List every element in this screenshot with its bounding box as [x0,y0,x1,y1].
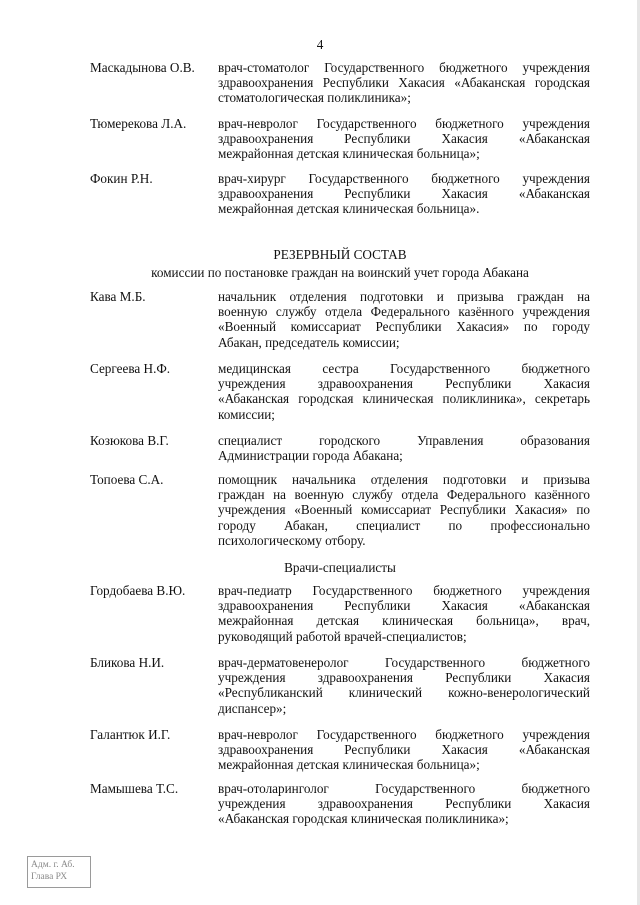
entry-name: Галантюк И.Г. [90,727,171,742]
entry-description [218,433,590,463]
desc-line: врач-дерматовенеролог Государственного бюджетного [218,655,590,670]
desc-line: здравоохранения Республики Хакасия «Абаканская [218,186,590,202]
desc-line: специалист городского Управления образования [218,433,590,448]
desc-line: врач-педиатр Государственного бюджетного учреждения [218,583,590,598]
entry-description [218,472,590,548]
desc-line: диспансер»; [218,700,287,716]
desc-line: руководящий работой врачей-специалистов; [218,628,467,644]
entry-name: Фокин Р.Н. [90,171,153,186]
reserve-subtitle: комиссии по постановке граждан на воинский учет города Абакана [151,265,529,280]
desc-line: начальник отделения подготовки и призыва граждан на [218,289,590,304]
desc-line: медицинская сестра Государственного бюджетного [218,361,590,376]
entry-name: Мамышева Т.С. [90,781,179,796]
desc-line: Администрации города Абакана; [218,448,403,464]
entry-description [218,289,590,350]
entry-description [218,655,590,716]
desc-line: «Абаканская городская клиническая поликлиника», секретарь [218,391,590,407]
desc-line: врач-хирург Государственного бюджетного учреждения [218,171,590,186]
desc-line: учреждения «Военный комиссариат Республики Хакасия» по [218,502,590,518]
desc-line: «Абаканская городская клиническая поликлиника»; [218,811,509,827]
entry-description [218,727,590,773]
entry-name: Сергеева Н.Ф. [90,361,171,376]
desc-line: граждан на военную службу отдела Федерального казённого [218,487,590,503]
reserve-title: РЕЗЕРВНЫЙ СОСТАВ [273,247,407,262]
page-number: 4 [316,37,324,52]
entry-description [218,116,590,162]
entry-name: Бликова Н.И. [90,655,165,670]
desc-line: учреждения здравоохранения Республики Хакасия [218,670,590,686]
desc-line: помощник начальника отделения подготовки и призыва [218,472,590,487]
entry-description [218,583,590,644]
specialists-heading: Врачи-специалисты [284,560,396,575]
desc-line: здравоохранения Республики Хакасия «Абаканская городская [218,75,590,91]
desc-line: врач-невролог Государственного бюджетного учреждения [218,116,590,131]
entry-name: Маскадынова О.В. [90,60,195,75]
desc-line: врач-невролог Государственного бюджетного учреждения [218,727,590,742]
entry-description [218,781,590,827]
desc-line: межрайонная детская клиническая больница»; [218,757,480,773]
desc-line: учреждения здравоохранения Республики Хакасия [218,376,590,392]
stamp-line: Глава РХ [31,872,68,882]
desc-line: «Республиканский клинический кожно-венерологический [218,685,590,701]
entry-description [218,171,590,217]
entry-name: Козюкова В.Г. [90,433,169,448]
desc-line: городу Абакан, специалист по профессионально [218,517,590,533]
desc-line: межрайонная детская клиническая больница»; [218,146,480,162]
desc-line: врач-отоларинголог Государственного бюджетного [218,781,590,796]
stamp-line: Адм. г. Аб. [31,860,75,870]
desc-line: стоматологическая поликлиника»; [218,90,411,106]
entry-name: Тюмерекова Л.А. [90,116,187,131]
registration-stamp [27,856,91,888]
desc-line: межрайонная детская клиническая больница», врач, [218,613,590,629]
entry-name: Кава М.Б. [90,289,146,304]
desc-line: здравоохранения Республики Хакасия «Абаканская [218,131,590,147]
desc-line: здравоохранения Республики Хакасия «Абаканская [218,598,590,614]
entry-description [218,60,590,106]
desc-line: комиссии; [218,406,275,422]
desc-line: врач-стоматолог Государственного бюджетного учреждения [218,60,590,75]
entry-name: Топоева С.А. [90,472,164,487]
desc-line: военную службу отдела Федерального казённого учреждения [218,304,590,320]
entry-name: Гордобаева В.Ю. [90,583,186,598]
desc-line: учреждения здравоохранения Республики Хакасия [218,796,590,812]
desc-line: здравоохранения Республики Хакасия «Абаканская [218,742,590,758]
desc-line: психологическому отбору. [218,532,366,548]
desc-line: межрайонная детская клиническая больница». [218,201,480,217]
desc-line: Абакан, председатель комиссии; [218,334,400,350]
entry-description [218,361,590,422]
desc-line: «Военный комиссариат Республики Хакасия» по городу [218,319,590,335]
